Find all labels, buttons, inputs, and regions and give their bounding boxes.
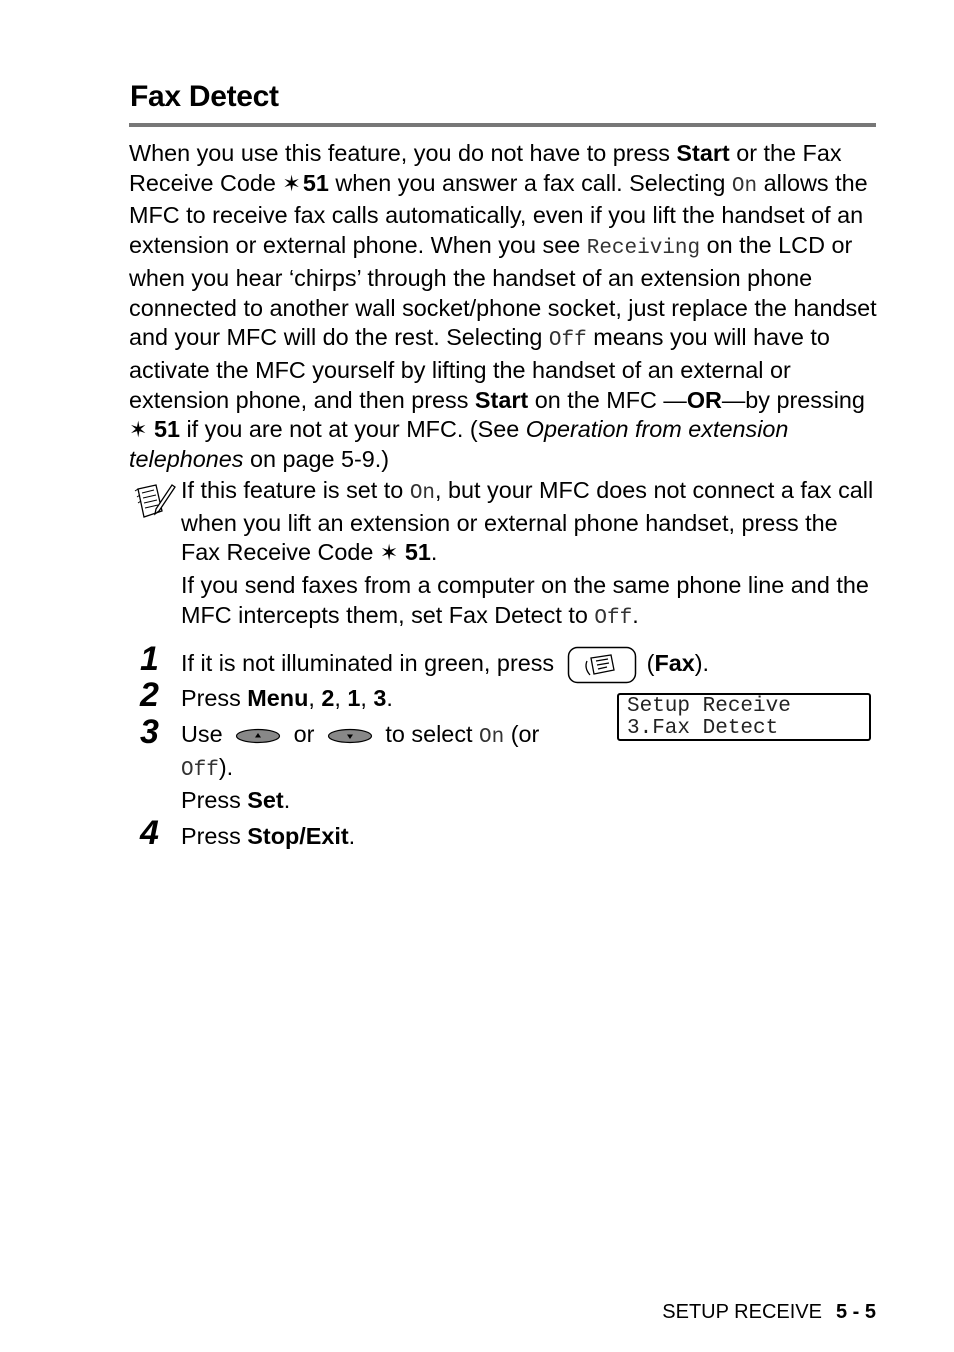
lcd-on-text: On — [409, 482, 436, 505]
key-3-label: 3 — [373, 685, 387, 711]
step-text: Use — [181, 721, 230, 747]
step-number: 3 — [140, 713, 159, 751]
star-key-icon: ✶ — [379, 540, 399, 566]
intro-text: means you will have to activate the MFC yourself by lifting the handset of an external or extension phone, and then press — [129, 324, 830, 413]
separator: , — [360, 685, 374, 711]
step-number: 4 — [140, 814, 159, 852]
down-arrow-key-icon — [327, 727, 373, 745]
note-text: . — [430, 539, 438, 566]
start-key-label: Start — [474, 386, 529, 413]
note-text: . — [632, 601, 639, 628]
note-text: , but your MFC does not connect a fax call when you lift an extension or external phone handset, press the Fax Receive Code — [181, 477, 874, 566]
separator: , — [308, 685, 322, 711]
lcd-on-text: On — [479, 726, 505, 749]
step-number: 1 — [140, 640, 159, 678]
step-text: Press — [181, 823, 248, 849]
separator: , — [334, 685, 348, 711]
step-text: . — [348, 823, 356, 849]
key-1-label: 1 — [347, 685, 361, 711]
lcd-off-text: Off — [181, 758, 219, 782]
up-arrow-key-icon — [235, 727, 281, 745]
intro-text: —by pressing — [721, 386, 865, 413]
step-2-text — [181, 684, 393, 714]
lcd-receiving-text: Receiving — [586, 237, 701, 261]
receive-code: 51 — [404, 539, 431, 566]
intro-text: when you answer a fax call. Selecting — [328, 169, 732, 196]
note-text: If this feature is set to — [181, 477, 410, 503]
intro-text: on the LCD or when you hear ‘chirps’ through the handset of an extension phone connected to another wall socket/phone socket, just replace the handset and your MFC will do the rest. Selecting — [129, 232, 877, 351]
note-pencil-icon — [134, 481, 176, 521]
intro-text: or the Fax Receive Code — [129, 140, 842, 196]
star-key-icon: ✶ — [129, 417, 148, 443]
step-text: . — [283, 787, 291, 813]
step-text: to select — [378, 721, 480, 747]
set-key-label: Set — [247, 787, 284, 813]
step-number: 2 — [140, 676, 159, 714]
lcd-off-text: Off — [594, 606, 633, 630]
intro-text: on page 5-9.) — [243, 446, 390, 473]
step-text: If it is not illuminated in green, press — [181, 650, 561, 677]
menu-key-label: Menu — [247, 685, 309, 711]
fax-key-icon — [567, 646, 637, 684]
step-text: . — [386, 685, 393, 711]
note-paragraph — [181, 571, 881, 633]
intro-paragraph — [129, 139, 889, 475]
page-number: 5 - 5 — [835, 1301, 876, 1323]
note-text: If you send faxes from a computer on the same phone line and the MFC intercepts them, set Fax Detect to — [181, 572, 869, 628]
page-footer — [662, 1301, 876, 1324]
lcd-display — [617, 693, 871, 741]
step-text: Press — [181, 787, 248, 813]
stop-exit-key-label: Stop/Exit — [247, 823, 349, 849]
cross-reference: Operation from extension telephones — [129, 416, 789, 473]
step-text: ). — [694, 650, 710, 677]
intro-text: When you use this feature, you do not have to press — [129, 140, 677, 166]
step-1-text: If it is not illuminated in green, press (Fax). — [181, 646, 709, 684]
lcd-off-text: Off — [548, 329, 587, 353]
receive-code: 51 — [302, 169, 329, 196]
step-4-text — [181, 822, 355, 852]
note-paragraph — [181, 476, 881, 568]
star-key-icon: ✶ — [282, 170, 301, 196]
intro-text: allows the MFC to receive fax calls automatically, even if you lift the handset of an extension or external phone. When you see — [129, 169, 868, 259]
receive-code: 51 — [153, 416, 180, 443]
key-2-label: 2 — [321, 685, 335, 711]
page-title: Fax Detect — [130, 80, 279, 113]
lcd-line-1: Setup Receive — [627, 695, 791, 718]
lcd-line-2: 3.Fax Detect — [627, 717, 779, 740]
step-text: (or — [504, 721, 540, 747]
step-text: Press — [181, 685, 248, 711]
fax-key-label: Fax — [654, 650, 695, 677]
step-3-text — [181, 720, 561, 785]
footer-section: SETUP RECEIVE — [662, 1301, 822, 1323]
step-text: or — [287, 721, 321, 747]
lcd-on-text: On — [731, 174, 758, 198]
intro-text: if you are not at your MFC. (See — [179, 416, 526, 443]
or-label: OR — [686, 386, 722, 413]
start-key-label: Start — [676, 140, 730, 166]
intro-text: on the MFC — — [528, 386, 687, 413]
step-text: ). — [218, 753, 234, 780]
title-rule — [129, 123, 876, 127]
step-3-press-set — [181, 786, 290, 816]
